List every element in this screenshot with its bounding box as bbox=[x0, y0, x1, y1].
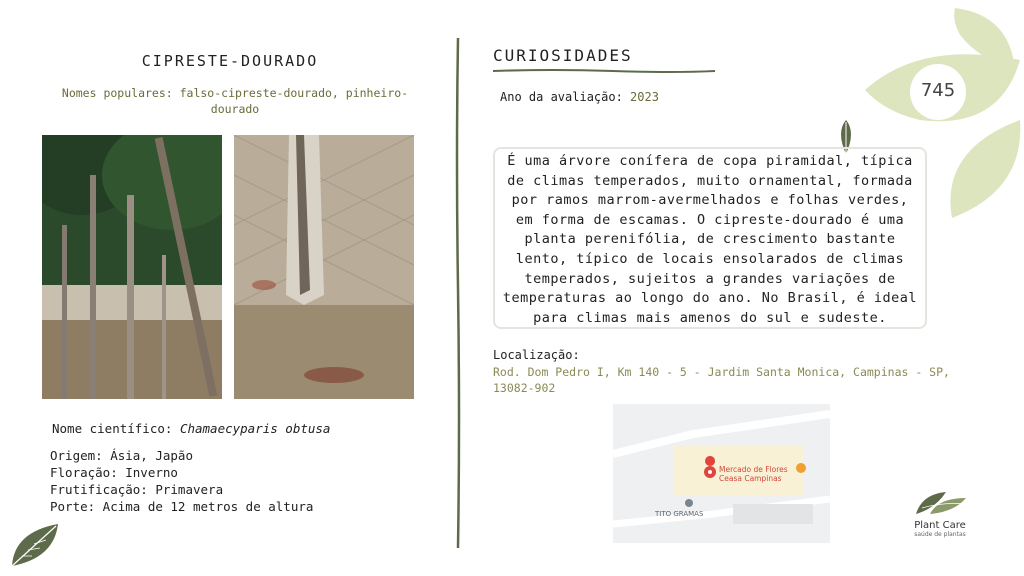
plant-care-logo-icon bbox=[912, 488, 970, 518]
fact-flowering: Floração: Inverno bbox=[50, 465, 178, 480]
plant-care-logo bbox=[900, 520, 980, 538]
scientific-name-value: Chamaecyparis obtusa bbox=[179, 421, 331, 436]
logo-tagline: saúde de plantas bbox=[914, 531, 966, 538]
fact-size: Porte: Acima de 12 metros de altura bbox=[50, 499, 314, 514]
evaluation-year-label: Ano da avaliação: bbox=[500, 90, 631, 104]
plant-title: CIPRESTE-DOURADO bbox=[141, 52, 319, 70]
popular-names: Nomes populares: falso-cipreste-dourado, pinheiro-dourado bbox=[61, 86, 409, 116]
scientific-name-label: Nome científico: bbox=[52, 421, 180, 436]
corner-leaf-icon bbox=[8, 522, 60, 568]
plant-facts bbox=[50, 447, 313, 515]
map-marker-label bbox=[719, 465, 788, 483]
evaluation-year bbox=[500, 90, 659, 104]
fact-origin: Origem: Ásia, Japão bbox=[50, 448, 193, 463]
location-address: Rod. Dom Pedro I, Km 140 - 5 - Jardim Santa Monica, Campinas - SP, 13082-902 bbox=[493, 365, 950, 395]
tree-photo-2 bbox=[234, 135, 414, 399]
logo-name: Plant Care bbox=[914, 520, 966, 531]
curiosities-title: CURIOSIDADES bbox=[493, 46, 633, 65]
vertical-divider bbox=[455, 38, 461, 548]
title-underline bbox=[493, 68, 715, 74]
page-number-badge: 745 bbox=[920, 80, 956, 101]
map-marker-label-2: Ceasa Campinas bbox=[719, 474, 782, 483]
scientific-name bbox=[52, 421, 330, 436]
tree-photo-1 bbox=[42, 135, 222, 399]
location-map[interactable] bbox=[613, 404, 830, 543]
location-label: Localização: bbox=[493, 348, 580, 362]
tree-photo-2-art bbox=[234, 135, 414, 399]
fact-fruiting: Frutificação: Primavera bbox=[50, 482, 224, 497]
map-marker-label-1: Mercado de Flores bbox=[719, 465, 788, 474]
tree-photo-1-art bbox=[42, 135, 222, 399]
evaluation-year-value: 2023 bbox=[630, 90, 659, 104]
description-box: É uma árvore conífera de copa piramidal, típica de climas temperados, muito ornamental, formada por ramos marrom-avermelhados e folhas verdes, em forma de escamas. O cipreste-dourado é uma planta perenifólia, de crescimento bastante lento, típico de locais ensolarados de climas temperados, sujeitos a grandes variações de temperaturas ao longo do ano. No Brasil, é ideal para climas mais amenos do sul e sudeste. bbox=[493, 147, 927, 329]
map-poi-label: TITO GRAMAS bbox=[655, 510, 704, 518]
decorative-leaves bbox=[860, 0, 1024, 230]
